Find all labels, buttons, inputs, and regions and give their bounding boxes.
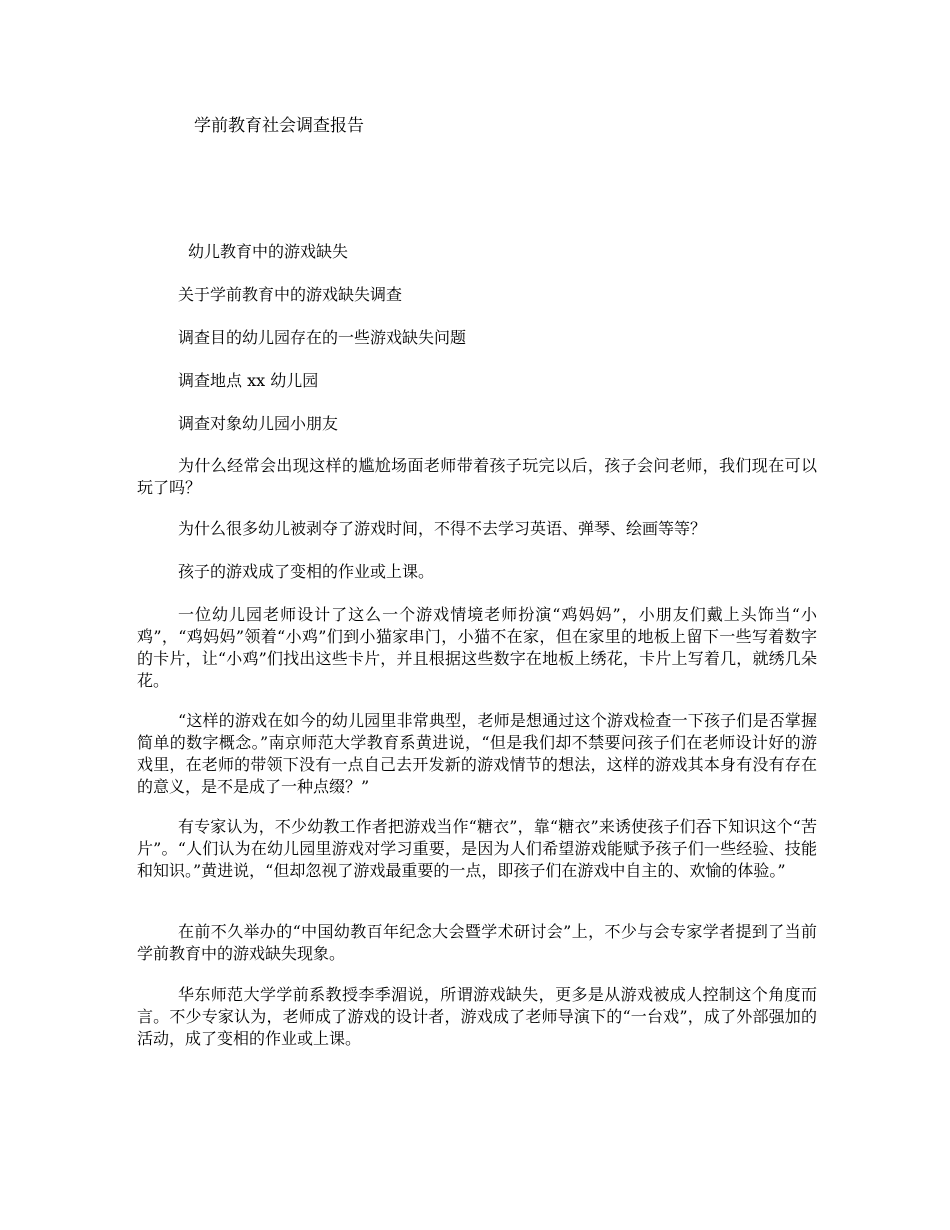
survey-purpose: 调查目的幼儿园存在的一些游戏缺失问题 xyxy=(178,328,467,347)
survey-headline: 关于学前教育中的游戏缺失调查 xyxy=(178,285,403,304)
document-title: 学前教育社会调查报告 xyxy=(194,116,364,136)
paragraph-7: 在前不久举办的“中国幼教百年纪念大会暨学术研讨会”上，不少与会专家学者提到了当前学前教育中的游戏缺失现象。 xyxy=(137,922,817,963)
paragraph-4: 一位幼儿园老师设计了这么一个游戏情境老师扮演“鸡妈妈”，小朋友们戴上头饰当“小鸡”，“鸡妈妈”领着“小鸡”们到小猫家串门，小猫不在家，但在家里的地板上留下一些写着数字的卡片，让“小鸡”们找出这些卡片，并且根据这些数字在地板上绣花，卡片上写着几，就绣几朵花。 xyxy=(137,605,817,690)
survey-location: 调查地点 xx 幼儿园 xyxy=(178,371,319,390)
paragraph-1: 为什么经常会出现这样的尴尬场面老师带着孩子玩完以后，孩子会问老师，我们现在可以玩了吗？ xyxy=(137,456,817,497)
paragraph-2: 为什么很多幼儿被剥夺了游戏时间，不得不去学习英语、弹琴、绘画等等？ xyxy=(178,519,707,538)
paragraph-5: “这样的游戏在如今的幼儿园里非常典型，老师是想通过这个游戏检查一下孩子们是否掌握简单的数字概念。”南京师范大学教育系黄进说，“但是我们却不禁要问孩子们在老师设计好的游戏里，在老师的带领下没有一点自己去开发新的游戏情节的想法，这样的游戏其本身有没有存在的意义，是不是成了一种点缀？” xyxy=(137,711,817,796)
paragraph-8: 华东师范大学学前系教授李季湄说，所谓游戏缺失，更多是从游戏被成人控制这个角度而言。不少专家认为，老师成了游戏的设计者，游戏成了老师导演下的“一台戏”，成了外部强加的活动，成了变相的作业或上课。 xyxy=(137,985,817,1048)
paragraph-6: 有专家认为，不少幼教工作者把游戏当作“糖衣”，靠“糖衣”来诱使孩子们吞下知识这个“苦片”。“人们认为在幼儿园里游戏对学习重要，是因为人们希望游戏能赋予孩子们一些经验、技能和知识。”黄进说，“但却忽视了游戏最重要的一点，即孩子们在游戏中自主的、欢愉的体验。” xyxy=(137,817,817,880)
paragraph-3: 孩子的游戏成了变相的作业或上课。 xyxy=(178,562,435,581)
document-subtitle: 幼儿教育中的游戏缺失 xyxy=(188,242,349,261)
survey-subjects: 调查对象幼儿园小朋友 xyxy=(178,414,339,433)
